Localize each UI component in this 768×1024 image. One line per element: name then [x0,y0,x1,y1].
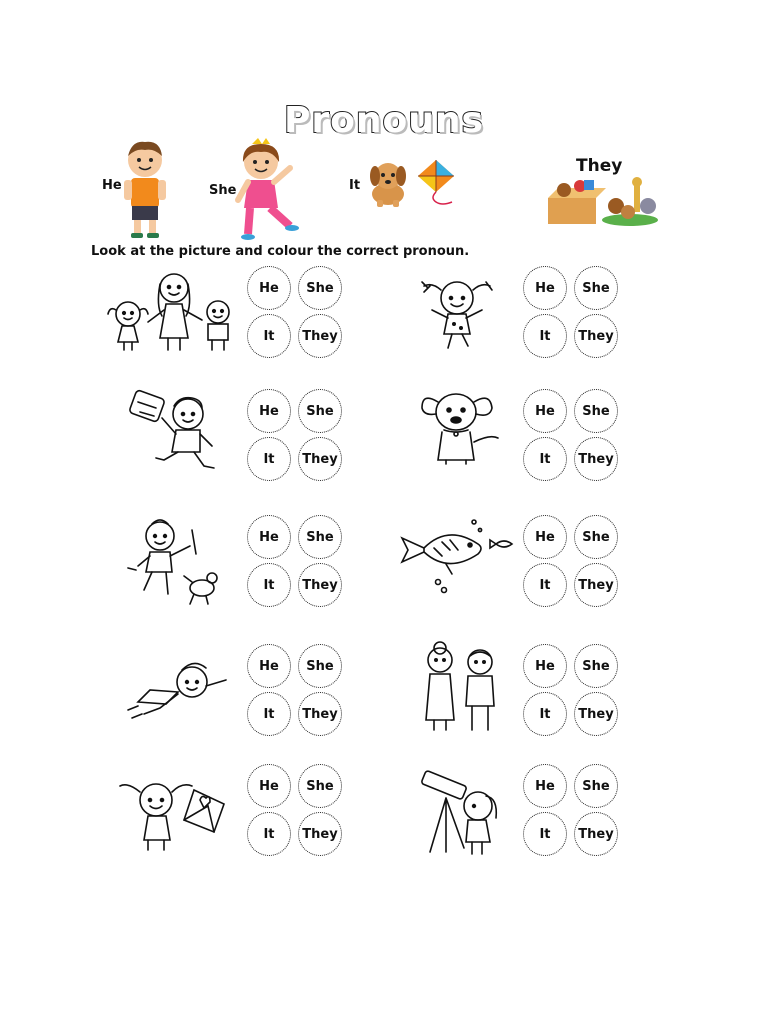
puppy-illustration-icon [364,156,412,208]
option-they-q10[interactable]: They [574,812,618,856]
option-she-q10[interactable]: She [574,764,618,808]
option-she-q7[interactable]: She [298,644,342,688]
page-title: Pronouns [284,100,484,141]
label-he: He [102,178,122,193]
option-they-q6[interactable]: They [574,563,618,607]
option-they-q2[interactable]: They [574,314,618,358]
instruction-text: Look at the picture and colour the correct pronoun. [91,244,470,259]
option-it-q2[interactable]: It [523,314,567,358]
girl-with-telescope-drawing [416,768,508,858]
option-it-q6[interactable]: It [523,563,567,607]
option-he-q3[interactable]: He [247,389,291,433]
option-it-q4[interactable]: It [523,437,567,481]
option-he-q1[interactable]: He [247,266,291,310]
option-they-q4[interactable]: They [574,437,618,481]
boy-with-backpack-drawing [126,388,218,476]
girl-illustration-icon [232,138,300,242]
option-they-q1[interactable]: They [298,314,342,358]
option-it-q8[interactable]: It [523,692,567,736]
girl-with-letter-drawing [116,774,230,856]
grandparents-drawing [418,640,502,736]
boy-illustration-icon [118,138,172,242]
option-they-q8[interactable]: They [574,692,618,736]
fish-drawing [398,518,520,596]
option-they-q5[interactable]: They [298,563,342,607]
option-it-q5[interactable]: It [247,563,291,607]
option-she-q5[interactable]: She [298,515,342,559]
option-he-q2[interactable]: He [523,266,567,310]
option-he-q7[interactable]: He [247,644,291,688]
option-they-q9[interactable]: They [298,812,342,856]
option-it-q1[interactable]: It [247,314,291,358]
option-she-q6[interactable]: She [574,515,618,559]
family-of-three-drawing [104,266,242,352]
option-she-q2[interactable]: She [574,266,618,310]
option-she-q4[interactable]: She [574,389,618,433]
option-it-q9[interactable]: It [247,812,291,856]
option-it-q10[interactable]: It [523,812,567,856]
option-he-q6[interactable]: He [523,515,567,559]
label-she: She [209,183,237,198]
option-she-q3[interactable]: She [298,389,342,433]
option-he-q4[interactable]: He [523,389,567,433]
option-she-q1[interactable]: She [298,266,342,310]
toys-illustration-icon [544,176,658,228]
option-she-q9[interactable]: She [298,764,342,808]
label-it: It [349,178,361,193]
boy-with-dog-drawing [124,516,220,612]
option-she-q8[interactable]: She [574,644,618,688]
kite-illustration-icon [412,158,460,208]
label-they: They [576,156,623,176]
option-they-q3[interactable]: They [298,437,342,481]
flying-superhero-boy-drawing [124,656,230,728]
option-they-q7[interactable]: They [298,692,342,736]
option-it-q7[interactable]: It [247,692,291,736]
option-it-q3[interactable]: It [247,437,291,481]
puppy-drawing [414,386,504,470]
option-he-q10[interactable]: He [523,764,567,808]
option-he-q9[interactable]: He [247,764,291,808]
option-he-q5[interactable]: He [247,515,291,559]
option-he-q8[interactable]: He [523,644,567,688]
girl-with-pigtails-drawing [414,272,500,352]
